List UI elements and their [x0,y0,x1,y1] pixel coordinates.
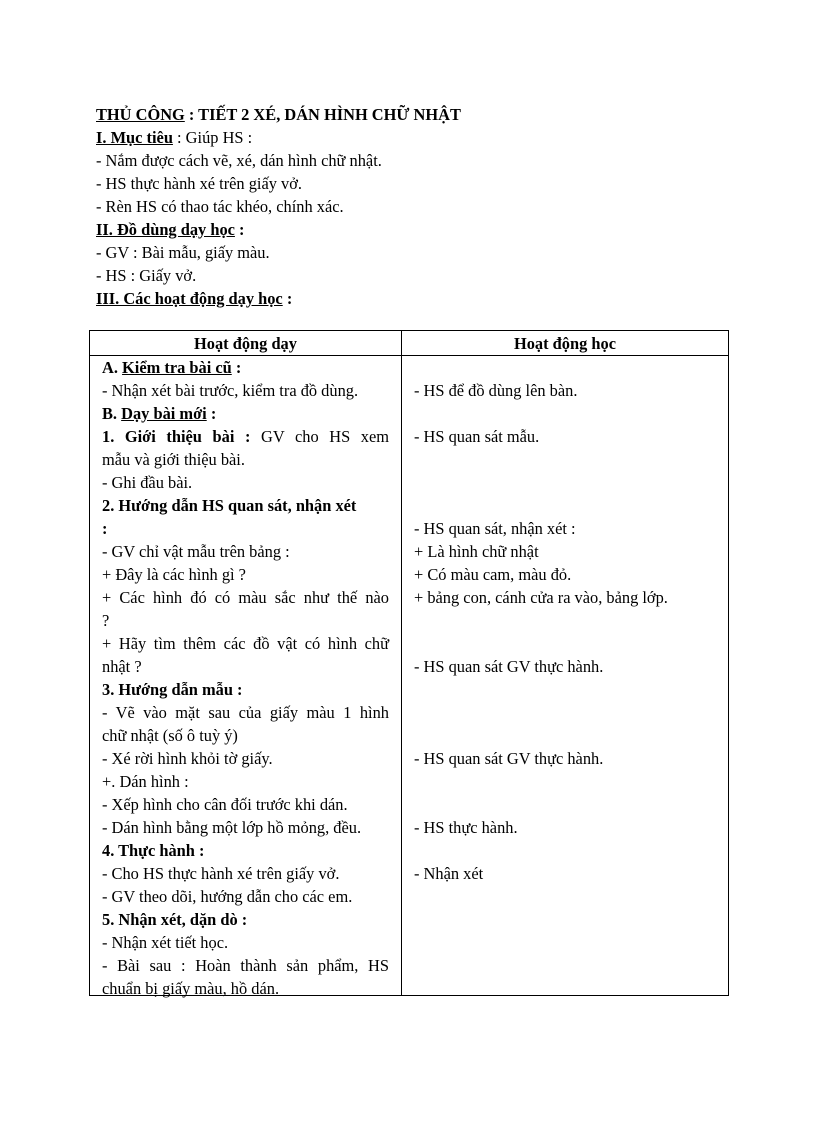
table-line: ? [102,611,110,630]
student-column-header: Hoạt động học [402,331,729,356]
objective-item: - Nắm được cách vẽ, xé, dán hình chữ nhật. [96,151,382,170]
student-activities-cell [402,356,729,996]
step-3-heading: 3. Hướng dẫn mẫu : [102,680,243,699]
table-body-row [90,356,729,996]
teacher-column-header: Hoạt động dạy [90,331,402,356]
table-line: nhật ? [102,657,142,676]
materials-label: II. Đồ dùng dạy học [96,220,235,239]
table-line: + Hãy tìm thêm các đồ vật có hình chữ [102,634,389,653]
table-line: - Nhận xét tiết học. [102,933,229,952]
table-line: + Là hình chữ nhật [414,542,539,561]
table-line: - HS thực hành. [414,818,518,837]
objectives-label: I. Mục tiêu [96,128,173,147]
section-b-heading: B. Dạy bài mới : [102,404,217,423]
table-line: - Dán hình bằng một lớp hồ mỏng, đều. [102,818,362,837]
table-line: - Xếp hình cho cân đối trước khi dán. [102,795,348,814]
table-line: + bảng con, cánh cửa ra vào, bảng lớp. [414,588,668,607]
material-item: - GV : Bài mẫu, giấy màu. [96,243,270,262]
objective-item: - HS thực hành xé trên giấy vở. [96,174,302,193]
table-line: - HS quan sát, nhận xét : [414,519,576,538]
step-2-colon: : [102,519,108,538]
table-line: + Có màu cam, màu đỏ. [414,565,572,584]
objectives-intro: : Giúp HS : [172,128,253,147]
table-line: chữ nhật (số ô tuỳ ý) [102,726,238,745]
table-line: - HS quan sát GV thực hành. [414,749,604,768]
table-line: - Bài sau : Hoàn thành sản phẩm, HS [102,956,389,975]
table-line: - HS quan sát GV thực hành. [414,657,604,676]
lesson-title [96,103,461,126]
step-4-heading: 4. Thực hành : [102,841,205,860]
activities-heading: III. Các hoạt động dạy học : [96,289,293,308]
table-header-row [90,331,729,356]
table-line: + Đây là các hình gì ? [102,565,246,584]
table-line: - HS quan sát mẫu. [414,427,540,446]
objective-item: - Rèn HS có thao tác khéo, chính xác. [96,197,344,216]
objectives-heading [96,126,252,149]
table-line: - Xé rời hình khỏi tờ giấy. [102,749,273,768]
table-line: mẫu và giới thiệu bài. [102,450,245,469]
table-line: +. Dán hình : [102,772,189,791]
table-line: - HS để đồ dùng lên bàn. [414,381,578,400]
subject-label: THỦ CÔNG [96,105,185,124]
table-line: - Nhận xét bài trước, kiểm tra đồ dùng. [102,381,359,400]
material-item: - HS : Giấy vở. [96,266,197,285]
table-line: + Các hình đó có màu sắc như thế nào [102,588,389,607]
table-line: - GV chỉ vật mẫu trên bảng : [102,542,290,561]
table-line: - Nhận xét [414,864,484,883]
materials-heading: II. Đồ dùng dạy học : [96,220,245,239]
section-a-heading: A. Kiểm tra bài cũ : [102,358,242,377]
table-line: chuẩn bị giấy màu, hồ dán. [102,979,280,998]
lesson-heading: : TIẾT 2 XÉ, DÁN HÌNH CHỮ NHẬT [184,105,461,124]
table-line: - Cho HS thực hành xé trên giấy vở. [102,864,340,883]
teacher-activities-cell [90,356,402,996]
table-line: - GV theo dõi, hướng dẫn cho các em. [102,887,353,906]
step-2-heading: 2. Hướng dẫn HS quan sát, nhận xét [102,496,357,515]
table-line: - Ghi đầu bài. [102,473,193,492]
table-line: - Vẽ vào mặt sau của giấy màu 1 hình [102,703,389,722]
activities-table [89,330,729,996]
step-1-line: 1. Giới thiệu bài : GV cho HS xem [102,427,389,446]
activities-label: III. Các hoạt động dạy học [96,289,283,308]
step-5-heading: 5. Nhận xét, dặn dò : [102,910,248,929]
